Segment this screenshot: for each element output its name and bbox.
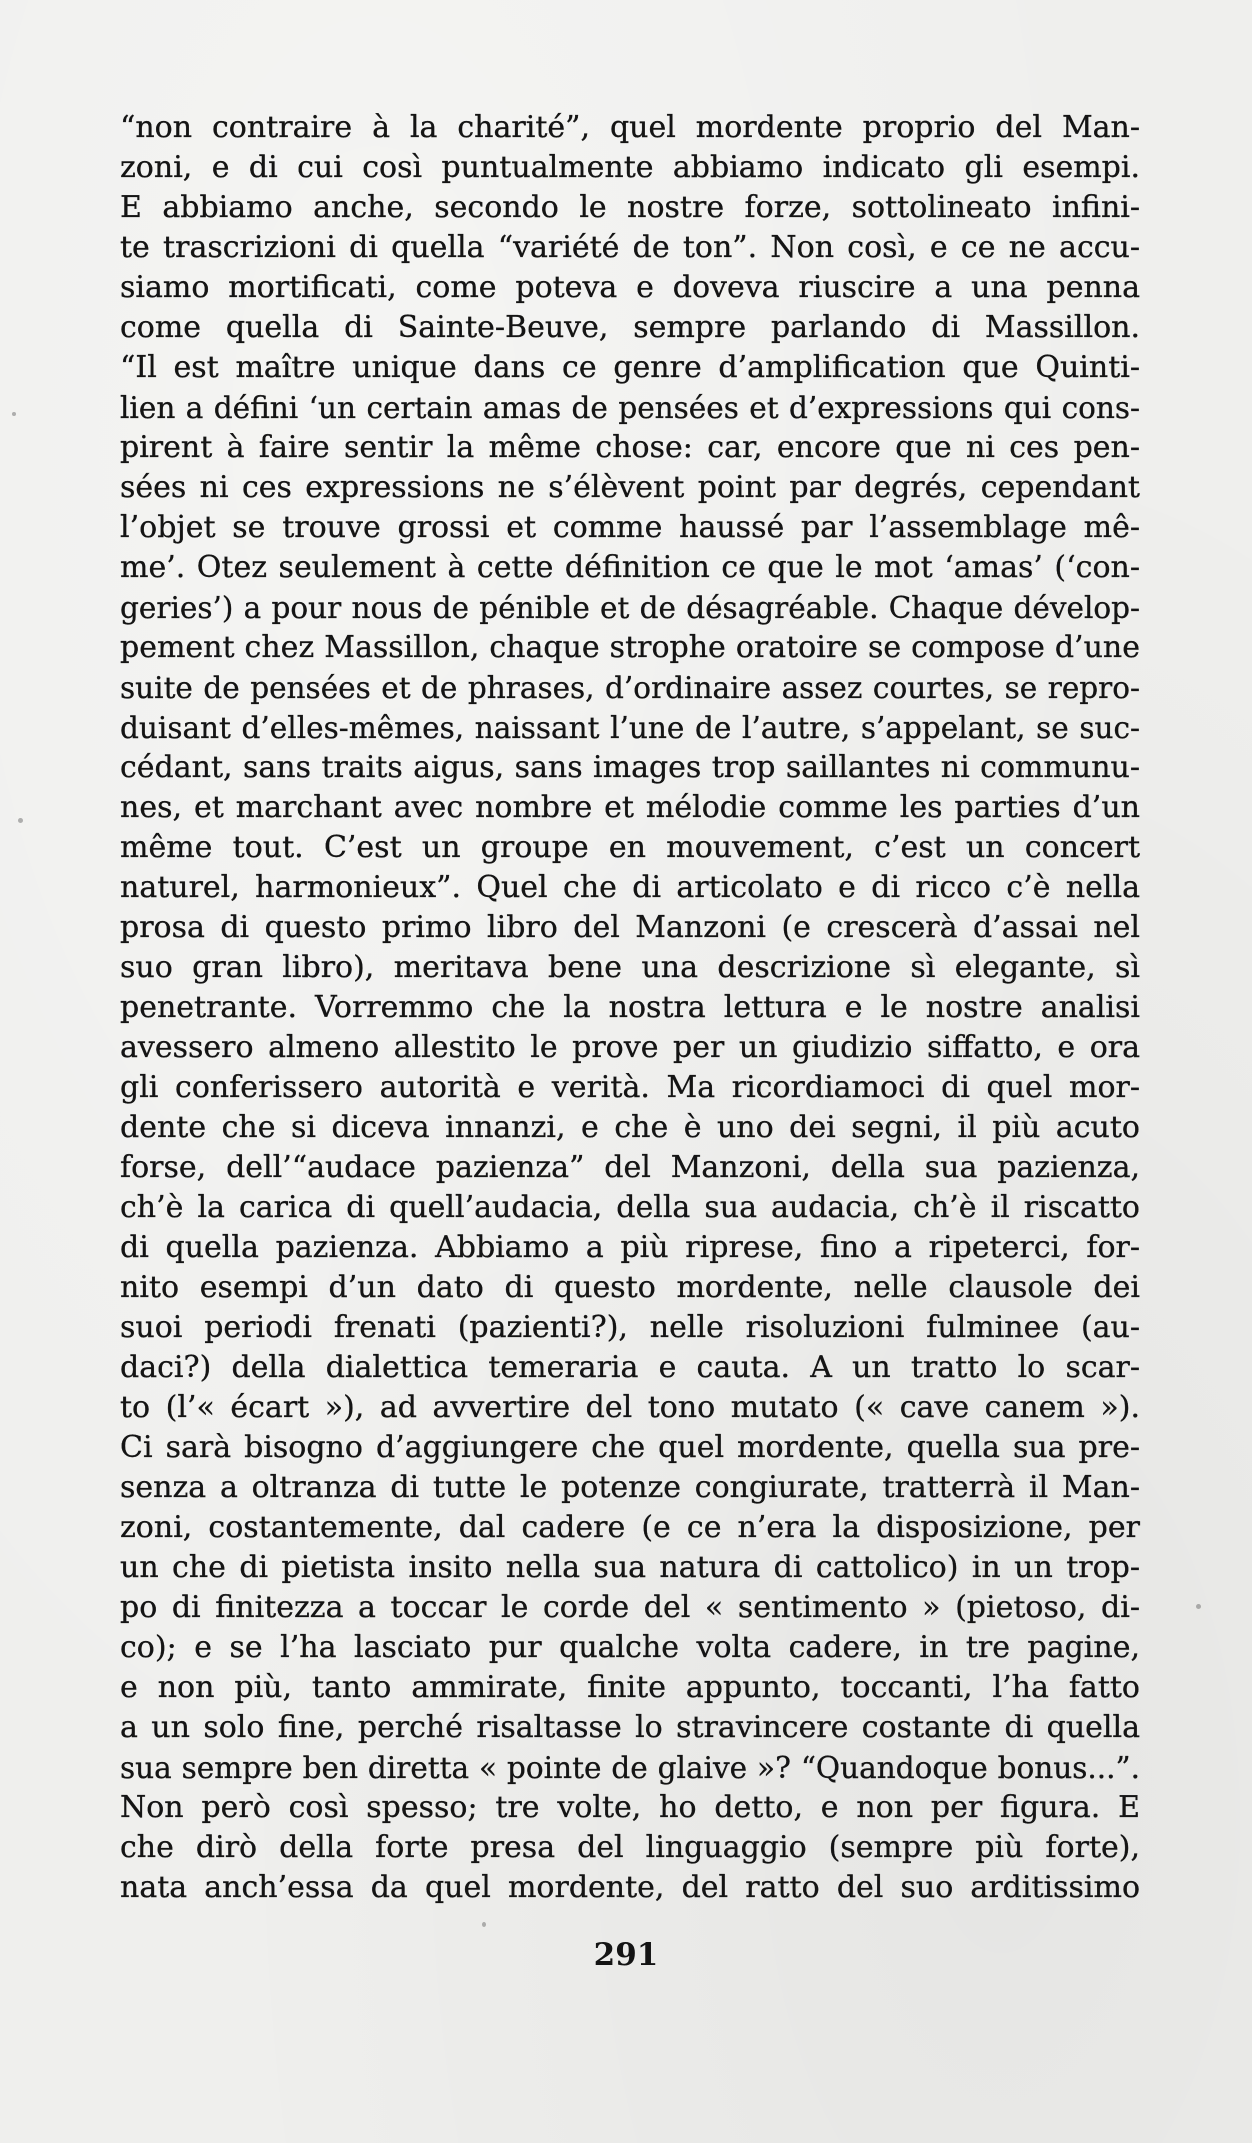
text-line: suo gran libro), meritava bene una descrizione sì elegante, sì bbox=[120, 950, 1140, 985]
text-line: pirent à faire sentir la même chose: car, encore que ni ces pen- bbox=[120, 430, 1140, 465]
text-line: come quella di Sainte-Beuve, sempre parlando di Massillon. bbox=[120, 310, 1140, 345]
text-line: suite de pensées et de phrases, d’ordinaire assez courtes, se repro- bbox=[120, 671, 1140, 705]
text-line: e non più, tanto ammirate, finite appunto, toccanti, l’ha fatto bbox=[120, 1670, 1140, 1705]
text-line: lien a défini ‘un certain amas de pensées et d’expressions qui cons- bbox=[120, 391, 1140, 425]
text-line: naturel, harmonieux”. Quel che di articolato e di ricco c’è nella bbox=[120, 870, 1140, 905]
text-line: sées ni ces expressions ne s’élèvent point par degrés, cependant bbox=[120, 470, 1140, 505]
text-line: pement chez Massillon, chaque strophe oratoire se compose d’une bbox=[120, 630, 1140, 665]
text-line: zoni, e di cui così puntualmente abbiamo indicato gli esempi. bbox=[120, 150, 1140, 185]
text-line: prosa di questo primo libro del Manzoni (e crescerà d’assai nel bbox=[120, 910, 1140, 945]
text-line: Ci sarà bisogno d’aggiungere che quel mordente, quella sua pre- bbox=[120, 1430, 1140, 1465]
text-line: me’. Otez seulement à cette définition ce que le mot ‘amas’ (‘con- bbox=[120, 550, 1140, 585]
text-line: nito esempi d’un dato di questo mordente, nelle clausole dei bbox=[120, 1270, 1140, 1305]
text-line: un che di pietista insito nella sua natura di cattolico) in un trop- bbox=[120, 1550, 1140, 1585]
text-line: nes, et marchant avec nombre et mélodie comme les parties d’un bbox=[120, 790, 1140, 825]
text-line: dente che si diceva innanzi, e che è uno dei segni, il più acuto bbox=[120, 1110, 1140, 1145]
text-line: forse, dell’“audace pazienza” del Manzoni, della sua pazienza, bbox=[120, 1150, 1140, 1185]
page-number: 291 bbox=[593, 1937, 659, 1973]
text-line: a un solo fine, perché risaltasse lo stravincere costante di quella bbox=[120, 1710, 1140, 1745]
text-line: cédant, sans traits aigus, sans images trop saillantes ni communu- bbox=[120, 750, 1140, 785]
text-line: di quella pazienza. Abbiamo a più riprese, fino a ripeterci, for- bbox=[120, 1230, 1140, 1265]
text-line: suoi periodi frenati (pazienti?), nelle risoluzioni fulminee (au- bbox=[120, 1310, 1140, 1345]
paper-speck bbox=[482, 1922, 486, 1927]
paper-speck bbox=[18, 818, 23, 823]
text-line: Non però così spesso; tre volte, ho detto, e non per figura. E bbox=[120, 1790, 1140, 1825]
text-line: po di finitezza a toccar le corde del « sentimento » (pietoso, di- bbox=[120, 1590, 1140, 1625]
text-line: zoni, costantemente, dal cadere (e ce n’era la disposizione, per bbox=[120, 1510, 1140, 1545]
text-line: to (l’« écart »), ad avvertire del tono mutato (« cave canem »). bbox=[120, 1390, 1140, 1425]
text-line: ch’è la carica di quell’audacia, della sua audacia, ch’è il riscatto bbox=[120, 1190, 1140, 1225]
text-line: che dirò della forte presa del linguaggio (sempre più forte), bbox=[120, 1830, 1140, 1865]
text-line: avessero almeno allestito le prove per un giudizio siffatto, e ora bbox=[120, 1030, 1140, 1065]
paper-speck bbox=[12, 412, 16, 416]
text-line: daci?) della dialettica temeraria e cauta. A un tratto lo scar- bbox=[120, 1350, 1140, 1385]
body-text bbox=[120, 108, 1140, 1908]
paper-speck bbox=[1196, 1604, 1201, 1609]
text-line: penetrante. Vorremmo che la nostra lettura e le nostre analisi bbox=[120, 990, 1140, 1025]
text-line: l’objet se trouve grossi et comme haussé par l’assemblage mê- bbox=[120, 510, 1140, 545]
text-line: te trascrizioni di quella “variété de ton”. Non così, e ce ne accu- bbox=[120, 230, 1140, 265]
text-line: geries’) a pour nous de pénible et de désagréable. Chaque dévelop- bbox=[120, 591, 1140, 625]
text-line: E abbiamo anche, secondo le nostre forze, sottolineato infini- bbox=[120, 190, 1140, 225]
text-line: senza a oltranza di tutte le potenze congiurate, tratterrà il Man- bbox=[120, 1470, 1140, 1505]
text-line: “non contraire à la charité”, quel mordente proprio del Man- bbox=[120, 110, 1140, 145]
text-line: nata anch’essa da quel mordente, del ratto del suo arditissimo bbox=[120, 1870, 1140, 1905]
text-line: gli conferissero autorità e verità. Ma ricordiamoci di quel mor- bbox=[120, 1070, 1140, 1105]
text-line: co); e se l’ha lasciato pur qualche volta cadere, in tre pagine, bbox=[120, 1630, 1140, 1665]
text-line: même tout. C’est un groupe en mouvement, c’est un concert bbox=[120, 830, 1140, 865]
text-line: “Il est maître unique dans ce genre d’amplification que Quinti- bbox=[120, 350, 1140, 385]
text-line: siamo mortificati, come poteva e doveva riuscire a una penna bbox=[120, 270, 1140, 305]
text-line: sua sempre ben diretta « pointe de glaive »? “Quandoque bonus...”. bbox=[120, 1751, 1140, 1785]
text-line: duisant d’elles-mêmes, naissant l’une de l’autre, s’appelant, se suc- bbox=[120, 711, 1140, 745]
